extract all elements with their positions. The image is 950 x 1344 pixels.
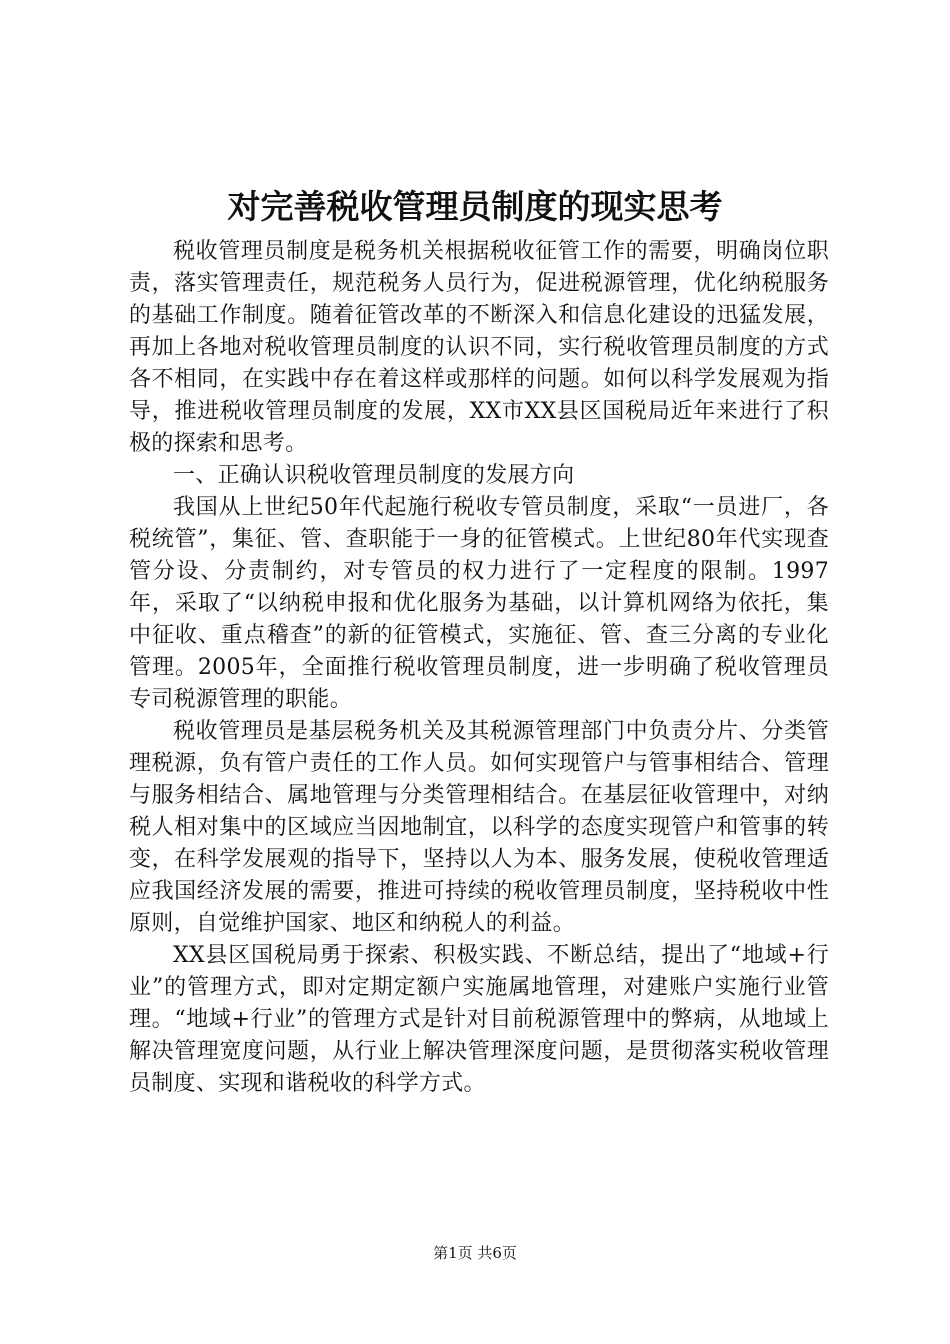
- section-heading-1: 一、正确认识税收管理员制度的发展方向: [173, 463, 575, 488]
- document-title: 对完善税收管理员制度的现实思考: [227, 187, 723, 226]
- page-footer: 第1页 共6页: [433, 1244, 517, 1262]
- paragraph-practice: XX县区国税局勇于探索、积极实践、不断总结，提出了“地域+行业”的管理方式，即对定期定额户实施属地管理，对建账户实施行业管理。“地域+行业”的管理方式是针对目前税源管理中的弊病，从地域上解决管理宽度问题，从行业上解决管理深度问题，是贯彻落实税收管理员制度、实现和谐税收的科学方式。: [129, 943, 829, 1096]
- paragraph-definition: 税收管理员是基层税务机关及其税源管理部门中负责分片、分类管理税源，负有管户责任的工作人员。如何实现管户与管事相结合、管理与服务相结合、属地管理与分类管理相结合。在基层征收管理中，对纳税人相对集中的区域应当因地制宜，以科学的态度实现管户和管事的转变，在科学发展观的指导下，坚持以人为本、服务发展，使税收管理适应我国经济发展的需要，推进可持续的税收管理员制度，坚持税收中性原则，自觉维护国家、地区和纳税人的利益。: [129, 719, 829, 936]
- paragraph-intro: 税收管理员制度是税务机关根据税收征管工作的需要，明确岗位职责，落实管理责任，规范税务人员行为，促进税源管理，优化纳税服务的基础工作制度。随着征管改革的不断深入和信息化建设的迅猛发展，再加上各地对税收管理员制度的认识不同，实行税收管理员制度的方式各不相同，在实践中存在着这样或那样的问题。如何以科学发展观为指导，推进税收管理员制度的发展，XX市XX县区国税局近年来进行了积极的探索和思考。: [129, 239, 829, 456]
- paragraph-history: 我国从上世纪50年代起施行税收专管员制度，采取“一员进厂，各税统管”，集征、管、查职能于一身的征管模式。上世纪80年代实现查管分设、分责制约，对专管员的权力进行了一定程度的限制。1997年，采取了“以纳税申报和优化服务为基础，以计算机网络为依托，集中征收、重点稽查”的新的征管模式，实施征、管、查三分离的专业化管理。2005年，全面推行税收管理员制度，进一步明确了税收管理员专司税源管理的职能。: [129, 495, 829, 712]
- document-body: [129, 236, 829, 1100]
